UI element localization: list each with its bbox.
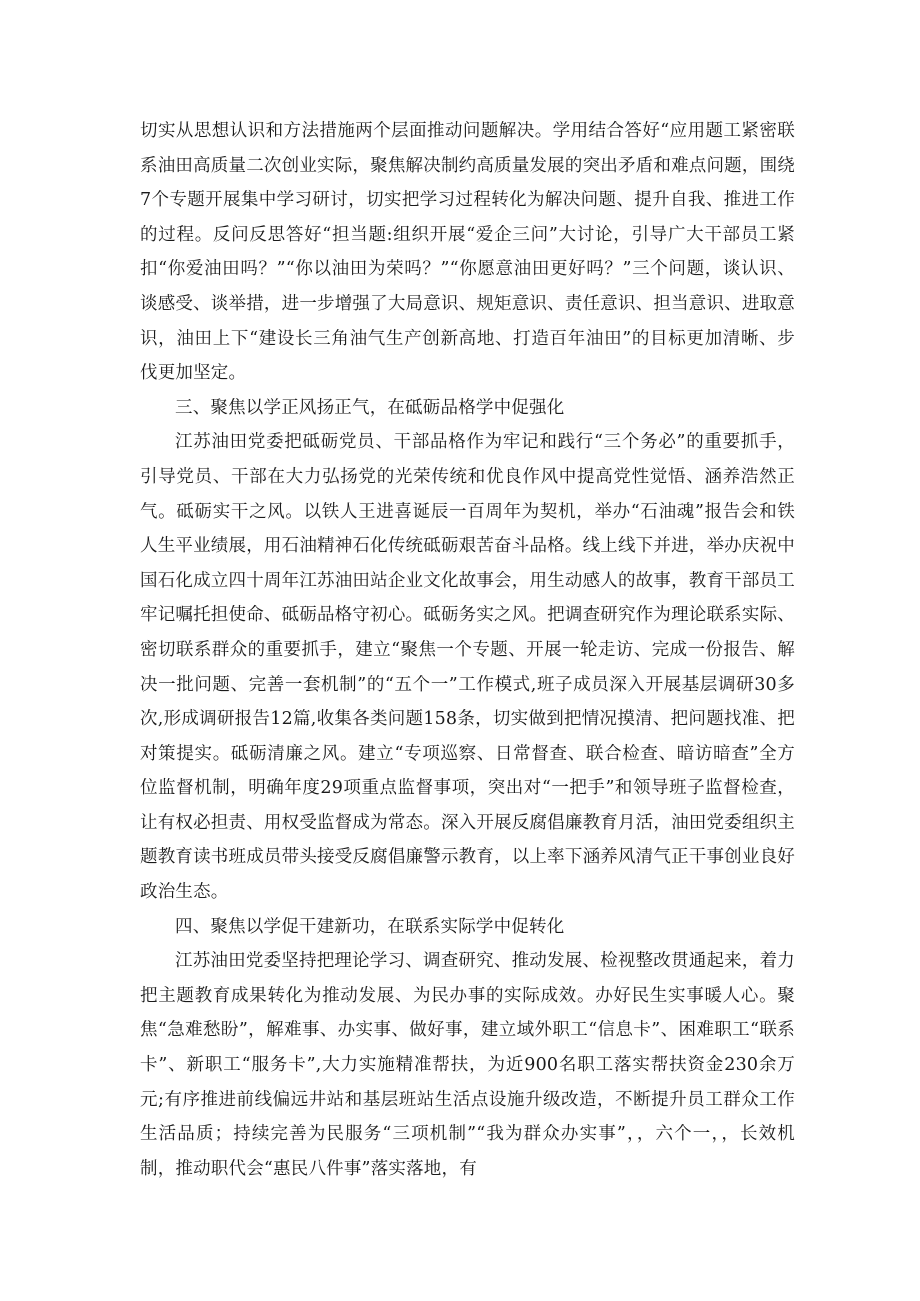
document-body xyxy=(140,114,795,1186)
paragraph-section-4-body: 江苏油田党委坚持把理论学习、调查研究、推动发展、检视整改贯通起来，着力把主题教育成果转化为推动发展、为民办事的实际成效。办好民生实事暖人心。聚焦“急难愁盼”，解难事、办实事、做好事，建立域外职工“信息卡”、困难职工“联系卡”、新职工“服务卡”,大力实施精准帮扶，为近900名职工落实帮扶资金230余万元;有序推进前线偏远井站和基层班站生活点设施升级改造，不断提升员工群众工作生活品质；持续完善为民服务“三项机制”“我为群众办实事”，，六个一，，长效机制，推动职代会“惠民八件事”落实落地，有 xyxy=(140,951,795,1179)
section-heading-4: 四、聚焦以学促干建新功，在联系实际学中促转化 xyxy=(175,916,565,937)
paragraph-continuation: 切实从思想认识和方法措施两个层面推动问题解决。学用结合答好“应用题工紧密联系油田高质量二次创业实际，聚焦解决制约高质量发展的突出矛盾和难点问题，围绕7个专题开展集中学习研讨，切实把学习过程转化为解决问题、提升自我、推进工作的过程。反问反思答好“担当题:组织开展“爱企三问”大讨论，引导广大干部员工紧扣“你爱油田吗？”“你以油田为荣吗？”“你愿意油田更好吗？”三个问题，谈认识、谈感受、谈举措，进一步增强了大局意识、规矩意识、责任意识、担当意识、进取意识，油田上下“建设长三角油气生产创新高地、打造百年油田”的目标更加清晰、步伐更加坚定。 xyxy=(140,121,795,384)
paragraph-section-3-body: 江苏油田党委把砥砺党员、干部品格作为牢记和践行“三个务必”的重要抓手，引导党员、干部在大力弘扬党的光荣传统和优良作风中提高党性觉悟、涵养浩然正气。砥砺实干之风。以铁人王进喜诞辰一百周年为契机，举办“石油魂”报告会和铁人生平业绩展，用石油精神石化传统砥砺艰苦奋斗品格。线上线下并进，举办庆祝中国石化成立四十周年江苏油田站企业文化故事会，用生动感人的故事，教育干部员工牢记嘱托担使命、砥砺品格守初心。砥砺务实之风。把调查研究作为理论联系实际、密切联系群众的重要抓手，建立“聚焦一个专题、开展一轮走访、完成一份报告、解决一批问题、完善一套机制”的“五个一”工作模式,班子成员深入开展基层调研30多次,形成调研报告12篇,收集各类问题158条，切实做到把情况摸清、把问题找准、把对策提实。砥砺清廉之风。建立“专项巡察、日常督查、联合检查、暗访暗查”全方位监督机制，明确年度29项重点监督事项，突出对“一把手”和领导班子监督检查，让有权必担责、用权受监督成为常态。深入开展反腐倡廉教育月活，油田党委组织主题教育读书班成员带头接受反腐倡廉警示教育，以上率下涵养风清气正干事创业良好政治生态。 xyxy=(140,432,795,903)
section-heading-3: 三、聚焦以学正风扬正气，在砥砺品格学中促强化 xyxy=(175,397,565,418)
